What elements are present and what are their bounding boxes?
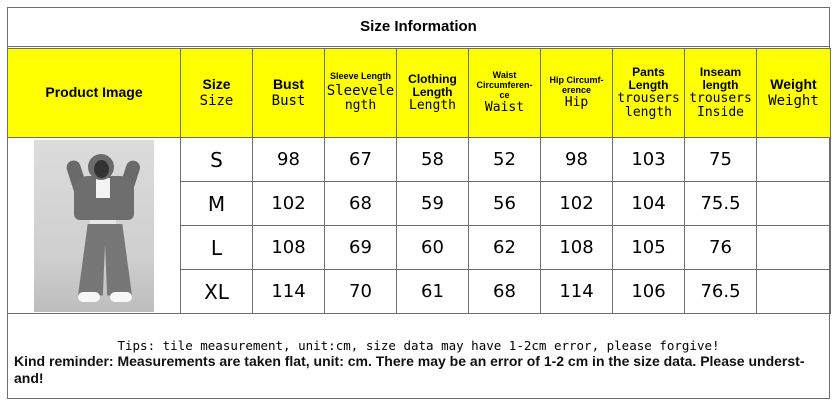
header-size: Size Size <box>181 49 253 138</box>
product-photo <box>34 140 154 312</box>
size-table <box>7 48 831 314</box>
sleeve-value: 67 <box>325 138 397 182</box>
hip-value: 98 <box>541 138 613 182</box>
waist-value: 56 <box>469 182 541 226</box>
table-row-s <box>8 138 831 182</box>
header-inseam-length: Inseam length trousers Inside <box>685 49 757 138</box>
waist-value: 62 <box>469 226 541 270</box>
waist-value: 68 <box>469 270 541 314</box>
size-value: L <box>181 226 253 270</box>
chart-title: Size Information <box>7 7 830 47</box>
header-hip: Hip Circumf- erence Hip <box>541 49 613 138</box>
clothing-value: 59 <box>397 182 469 226</box>
sleeve-value: 68 <box>325 182 397 226</box>
model-pants <box>78 224 132 296</box>
product-image-cell <box>8 138 181 314</box>
header-waist: Waist Circumferen- ce Waist <box>469 49 541 138</box>
header-weight: Weight Weight <box>757 49 831 138</box>
model-shoe-right <box>110 292 132 302</box>
weight-value <box>757 182 831 226</box>
pants-value: 105 <box>613 226 685 270</box>
pants-value: 103 <box>613 138 685 182</box>
bust-value: 108 <box>253 226 325 270</box>
inseam-value: 75 <box>685 138 757 182</box>
inseam-value: 75.5 <box>685 182 757 226</box>
header-clothing-length: Clothing Length Length <box>397 49 469 138</box>
header-product-image: Product Image <box>8 49 181 138</box>
size-value: M <box>181 182 253 226</box>
bust-value: 98 <box>253 138 325 182</box>
hip-value: 102 <box>541 182 613 226</box>
tips-text: Tips: tile measurement, unit:cm, size data may have 1-2cm error, please forgive! <box>117 338 720 353</box>
weight-value <box>757 270 831 314</box>
clothing-value: 61 <box>397 270 469 314</box>
pants-value: 104 <box>613 182 685 226</box>
bust-value: 114 <box>253 270 325 314</box>
header-pants-length: Pants Length trousers length <box>613 49 685 138</box>
sleeve-value: 70 <box>325 270 397 314</box>
bust-value: 102 <box>253 182 325 226</box>
header-row <box>8 49 831 138</box>
hip-value: 108 <box>541 226 613 270</box>
weight-value <box>757 138 831 182</box>
size-value: XL <box>181 270 253 314</box>
inseam-value: 76 <box>685 226 757 270</box>
clothing-value: 58 <box>397 138 469 182</box>
sleeve-value: 69 <box>325 226 397 270</box>
size-value: S <box>181 138 253 182</box>
model-shirt <box>96 178 110 198</box>
kind-reminder-text: Kind reminder: Measurements are taken flat, unit: cm. There may be an error of 1-2 cm in the size data. Please understand! <box>14 353 805 386</box>
inseam-value: 76.5 <box>685 270 757 314</box>
header-sleeve-length: Sleeve Length Sleevele ngth <box>325 49 397 138</box>
pants-value: 106 <box>613 270 685 314</box>
model-head <box>94 160 109 178</box>
weight-value <box>757 226 831 270</box>
hip-value: 114 <box>541 270 613 314</box>
waist-value: 52 <box>469 138 541 182</box>
header-bust: Bust Bust <box>253 49 325 138</box>
model-shoe-left <box>78 292 100 302</box>
clothing-value: 60 <box>397 226 469 270</box>
